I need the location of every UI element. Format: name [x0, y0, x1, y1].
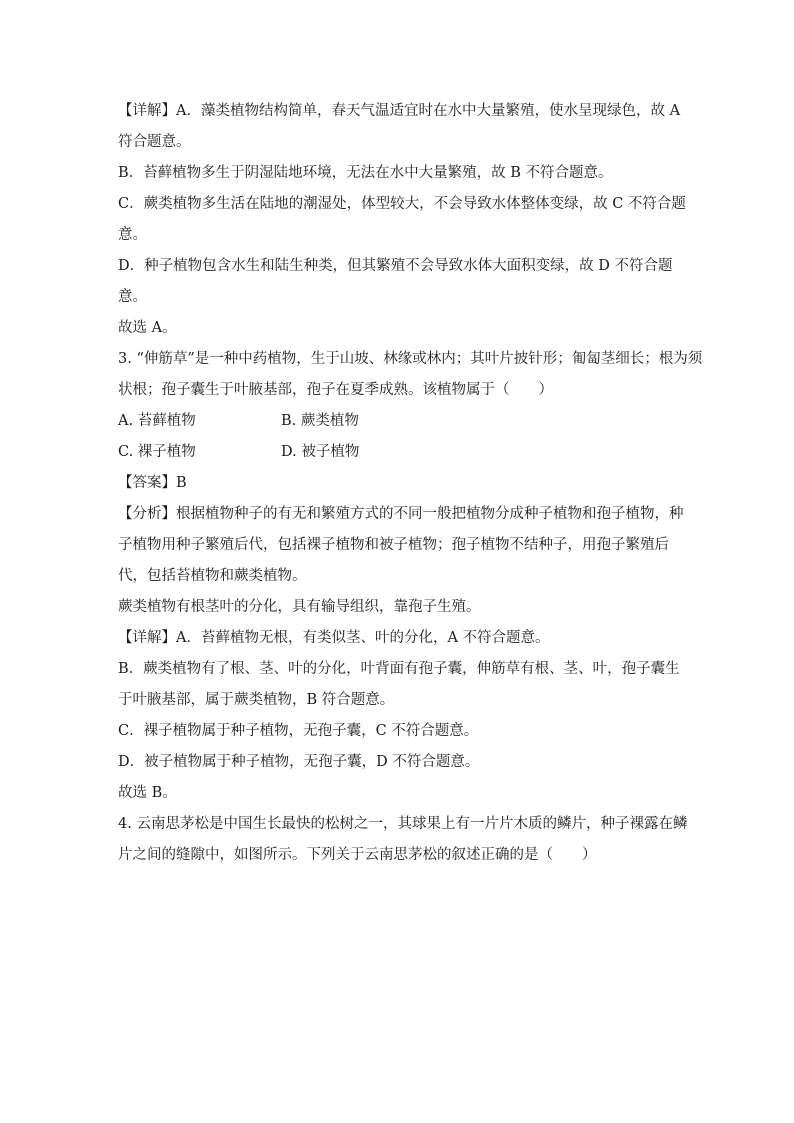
analysis-line: 蕨类植物有根茎叶的分化，具有输导组织，靠孢子生殖。	[118, 599, 481, 615]
question-4-stem: 片之间的缝隙中，如图所示。下列关于云南思茅松的叙述正确的是（ ）	[118, 847, 597, 863]
question-3-stem: 状根；孢子囊生于叶腋基部，孢子在夏季成熟。该植物属于（ ）	[118, 382, 553, 398]
option-d: D. 被子植物	[281, 444, 360, 460]
options-row	[118, 437, 678, 468]
text-line: 意。	[118, 227, 147, 243]
text-line: 故选 A。	[118, 320, 177, 336]
answer-line: 【答案】B	[118, 475, 187, 491]
analysis-line: 子植物用种子繁殖后代，包括裸子植物和被子植物；孢子植物不结种子，用孢子繁殖后	[118, 537, 669, 553]
option-c: C. 裸子植物	[118, 444, 196, 460]
detail-line: 于叶腋基部，属于蕨类植物，B 符合题意。	[118, 692, 395, 708]
detail-line: C．裸子植物属于种子植物，无孢子囊，C 不符合题意。	[118, 723, 479, 739]
detail-line: D．被子植物属于种子植物，无孢子囊，D 不符合题意。	[118, 754, 480, 770]
text-line: 意。	[118, 289, 147, 305]
options-row	[118, 406, 678, 437]
text-line: B．苔藓植物多生于阴湿陆地环境，无法在水中大量繁殖，故 B 不符合题意。	[118, 165, 613, 181]
document-body	[118, 96, 703, 871]
analysis-line: 【分析】根据植物种子的有无和繁殖方式的不同一般把植物分成种子植物和孢子植物，种	[118, 506, 684, 522]
text-line: C．蕨类植物多生活在陆地的潮湿处，体型较大，不会导致水体整体变绿，故 C 不符合题	[118, 196, 686, 212]
question-3-stem: 3. “伸筋草”是一种中药植物，生于山坡、林缘或林内；其叶片披针形；匍匐茎细长；根为须	[118, 351, 703, 367]
analysis-line: 代，包括苔植物和蕨类植物。	[118, 568, 307, 584]
text-line: 符合题意。	[118, 134, 191, 150]
detail-line: B．蕨类植物有了根、茎、叶的分化，叶背面有孢子囊，伸筋草有根、茎、叶，孢子囊生	[118, 661, 680, 677]
detail-line: 【详解】A．苔藓植物无根，有类似茎、叶的分化，A 不符合题意。	[118, 630, 550, 646]
text-line: 【详解】A．藻类植物结构简单，春天气温适宜时在水中大量繁殖，使水呈现绿色，故 A	[118, 103, 681, 119]
text-line: D．种子植物包含水生和陆生种类，但其繁殖不会导致水体大面积变绿，故 D 不符合题	[118, 258, 673, 274]
option-a: A. 苔藓植物	[118, 413, 196, 429]
conclusion-line: 故选 B。	[118, 785, 177, 801]
question-4-stem: 4. 云南思茅松是中国生长最快的松树之一，其球果上有一片片木质的鳞片，种子裸露在鳞	[118, 816, 688, 832]
option-b: B. 蕨类植物	[281, 413, 359, 429]
